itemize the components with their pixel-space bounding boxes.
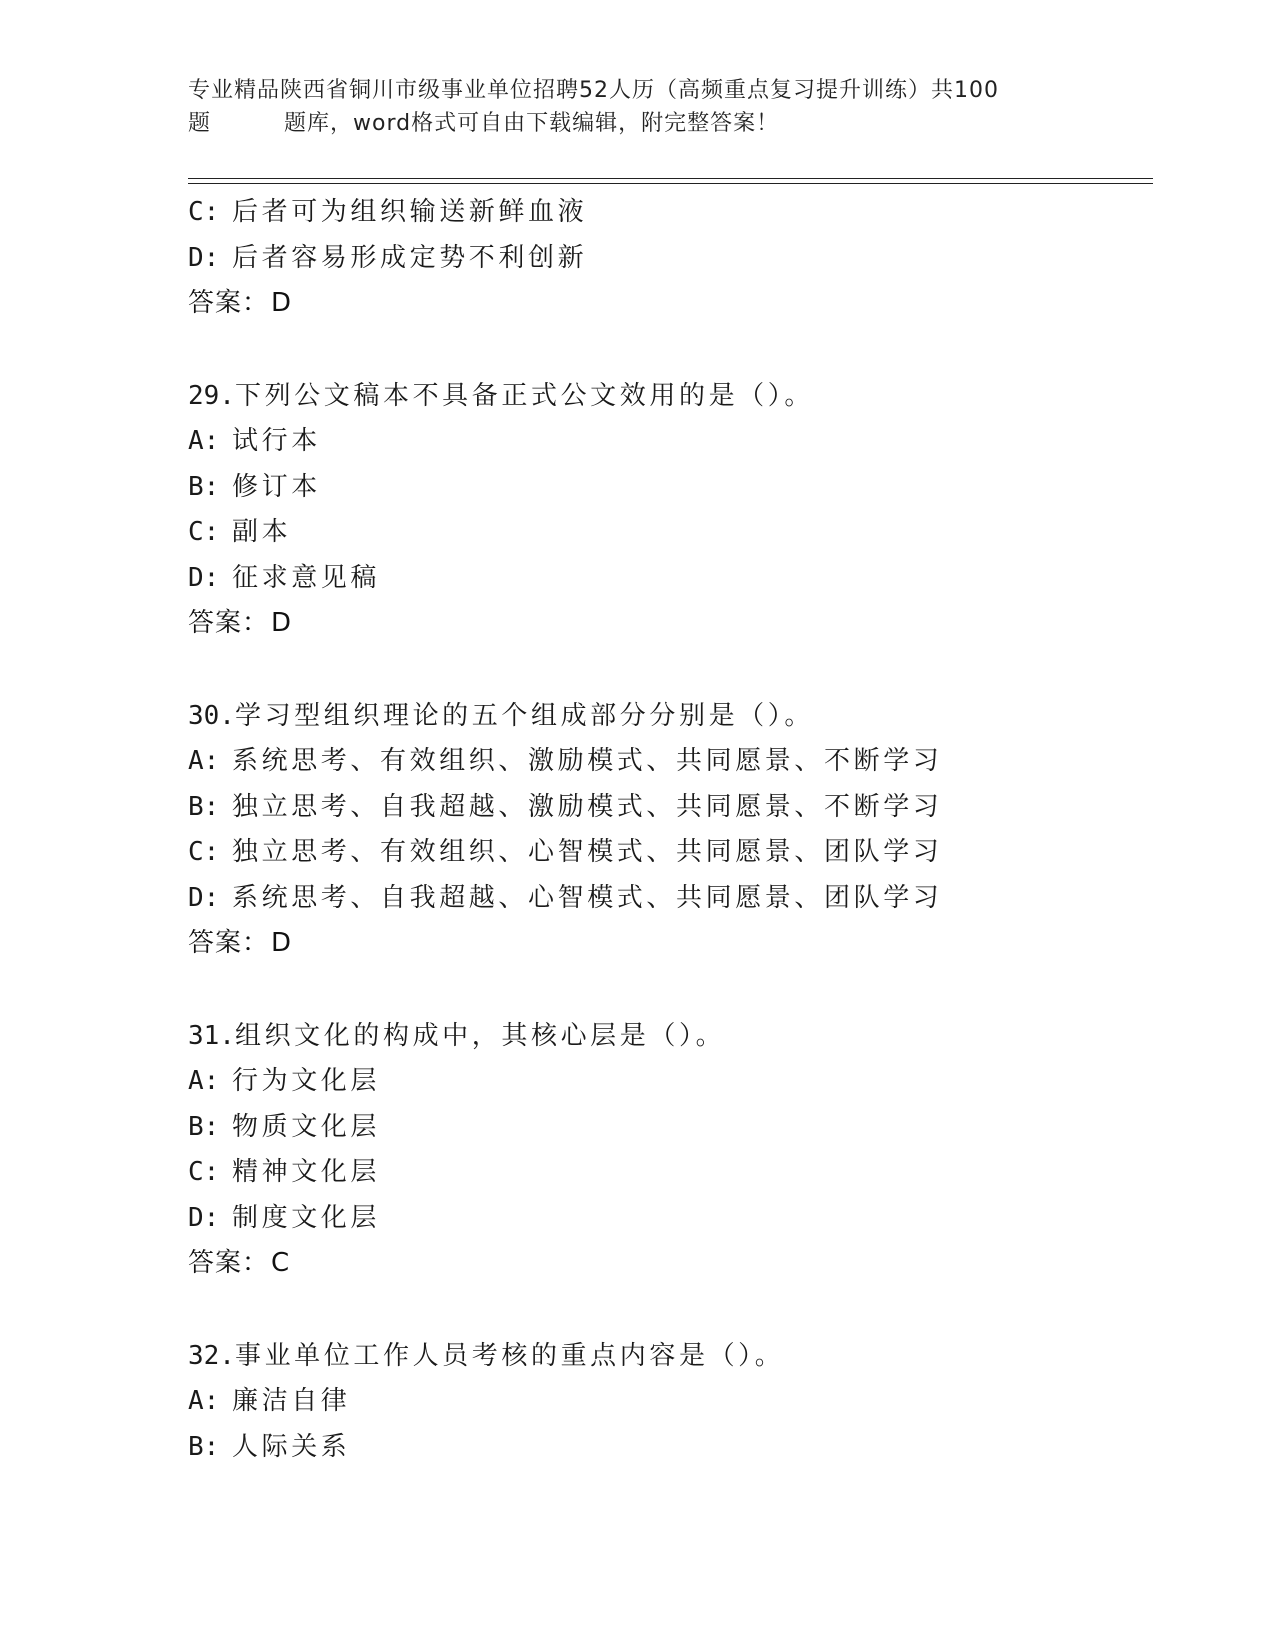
- option-letter: C:: [188, 1157, 220, 1187]
- option-a: [188, 1059, 1148, 1105]
- option-letter: D:: [188, 1202, 220, 1233]
- option-letter: C:: [188, 837, 220, 867]
- answer-line: [188, 281, 1148, 327]
- question-title: [188, 694, 1148, 740]
- answer-label: 答案：: [188, 608, 270, 638]
- option-a: [188, 419, 1148, 465]
- question-number: 32.: [188, 1340, 235, 1371]
- option-letter: B:: [188, 791, 220, 822]
- option-text: 人际关系: [232, 1431, 351, 1462]
- option-text: 系统思考、有效组织、激励模式、共同愿景、不断学习: [232, 746, 943, 776]
- option-text: 系统思考、自我超越、心智模式、共同愿景、团队学习: [232, 882, 943, 913]
- option-b: [188, 1425, 1148, 1471]
- option-letter: B:: [188, 471, 220, 502]
- option-c: [188, 830, 1148, 876]
- question-30: [188, 694, 1148, 967]
- option-letter: C:: [188, 197, 220, 227]
- option-c: [188, 510, 1148, 556]
- option-letter: D:: [188, 882, 220, 913]
- option-text: 修订本: [232, 471, 321, 502]
- option-a: [188, 739, 1148, 785]
- option-d: [188, 876, 1148, 922]
- question-text: 组织文化的构成中，其核心层是（）。: [234, 1020, 726, 1051]
- answer-label: 答案：: [188, 1248, 270, 1278]
- answer-value: D: [271, 608, 293, 638]
- option-text: 试行本: [232, 426, 321, 456]
- option-d: [188, 236, 1148, 282]
- option-text: 精神文化层: [232, 1157, 381, 1187]
- option-c: [188, 190, 1148, 236]
- answer-line: [188, 601, 1148, 647]
- option-b: [188, 1105, 1148, 1151]
- option-b: [188, 465, 1148, 511]
- question-28-continuation: [188, 190, 1148, 327]
- header-divider-top: [188, 178, 1153, 179]
- question-number: 29.: [188, 380, 235, 411]
- option-text: 廉洁自律: [232, 1386, 351, 1416]
- option-d: [188, 556, 1148, 602]
- option-letter: A:: [188, 1066, 220, 1096]
- question-content: [188, 190, 1148, 1517]
- header-line-1: 专业精品陕西省铜川市级事业单位招聘52人历（高频重点复习提升训练）共100: [188, 78, 999, 103]
- question-number: 30.: [188, 700, 235, 731]
- option-text: 副本: [232, 517, 292, 547]
- question-text: 事业单位工作人员考核的重点内容是（）。: [234, 1340, 785, 1371]
- answer-line: [188, 1241, 1148, 1287]
- option-text: 征求意见稿: [232, 562, 381, 593]
- answer-label: 答案：: [188, 288, 270, 318]
- option-text: 后者可为组织输送新鲜血液: [232, 197, 588, 227]
- header-line-2-rest: 题库，word格式可自由下载编辑，附完整答案！: [284, 111, 780, 136]
- option-text: 物质文化层: [232, 1111, 381, 1142]
- question-number: 31.: [188, 1020, 235, 1051]
- answer-label: 答案：: [188, 928, 270, 958]
- option-letter: D:: [188, 562, 220, 593]
- option-letter: A:: [188, 746, 220, 776]
- option-c: [188, 1150, 1148, 1196]
- option-text: 独立思考、有效组织、心智模式、共同愿景、团队学习: [232, 837, 943, 867]
- question-text: 学习型组织理论的五个组成部分分别是（）。: [234, 700, 814, 731]
- option-text: 后者容易形成定势不利创新: [232, 242, 588, 273]
- option-letter: B:: [188, 1431, 220, 1462]
- option-letter: B:: [188, 1111, 220, 1142]
- option-letter: C:: [188, 517, 220, 547]
- option-d: [188, 1196, 1148, 1242]
- option-letter: A:: [188, 1386, 220, 1416]
- option-a: [188, 1379, 1148, 1425]
- option-b: [188, 785, 1148, 831]
- header-line-2-start: 题: [188, 111, 212, 136]
- question-29: [188, 374, 1148, 647]
- answer-value: D: [271, 928, 293, 958]
- question-title: [188, 1334, 1148, 1380]
- question-title: [188, 1014, 1148, 1060]
- answer-value: D: [271, 288, 293, 318]
- answer-line: [188, 921, 1148, 967]
- option-letter: A:: [188, 426, 220, 456]
- option-text: 独立思考、自我超越、激励模式、共同愿景、不断学习: [232, 791, 943, 822]
- question-title: [188, 374, 1148, 420]
- question-31: [188, 1014, 1148, 1287]
- header-divider-bottom: [188, 183, 1153, 184]
- question-text: 下列公文稿本不具备正式公文效用的是（）。: [234, 380, 814, 411]
- question-32: [188, 1334, 1148, 1471]
- header-line-2: [188, 107, 1088, 140]
- option-text: 行为文化层: [232, 1066, 381, 1096]
- option-letter: D:: [188, 242, 220, 273]
- option-text: 制度文化层: [232, 1202, 381, 1233]
- answer-value: C: [271, 1248, 291, 1278]
- page-header: [188, 74, 1088, 140]
